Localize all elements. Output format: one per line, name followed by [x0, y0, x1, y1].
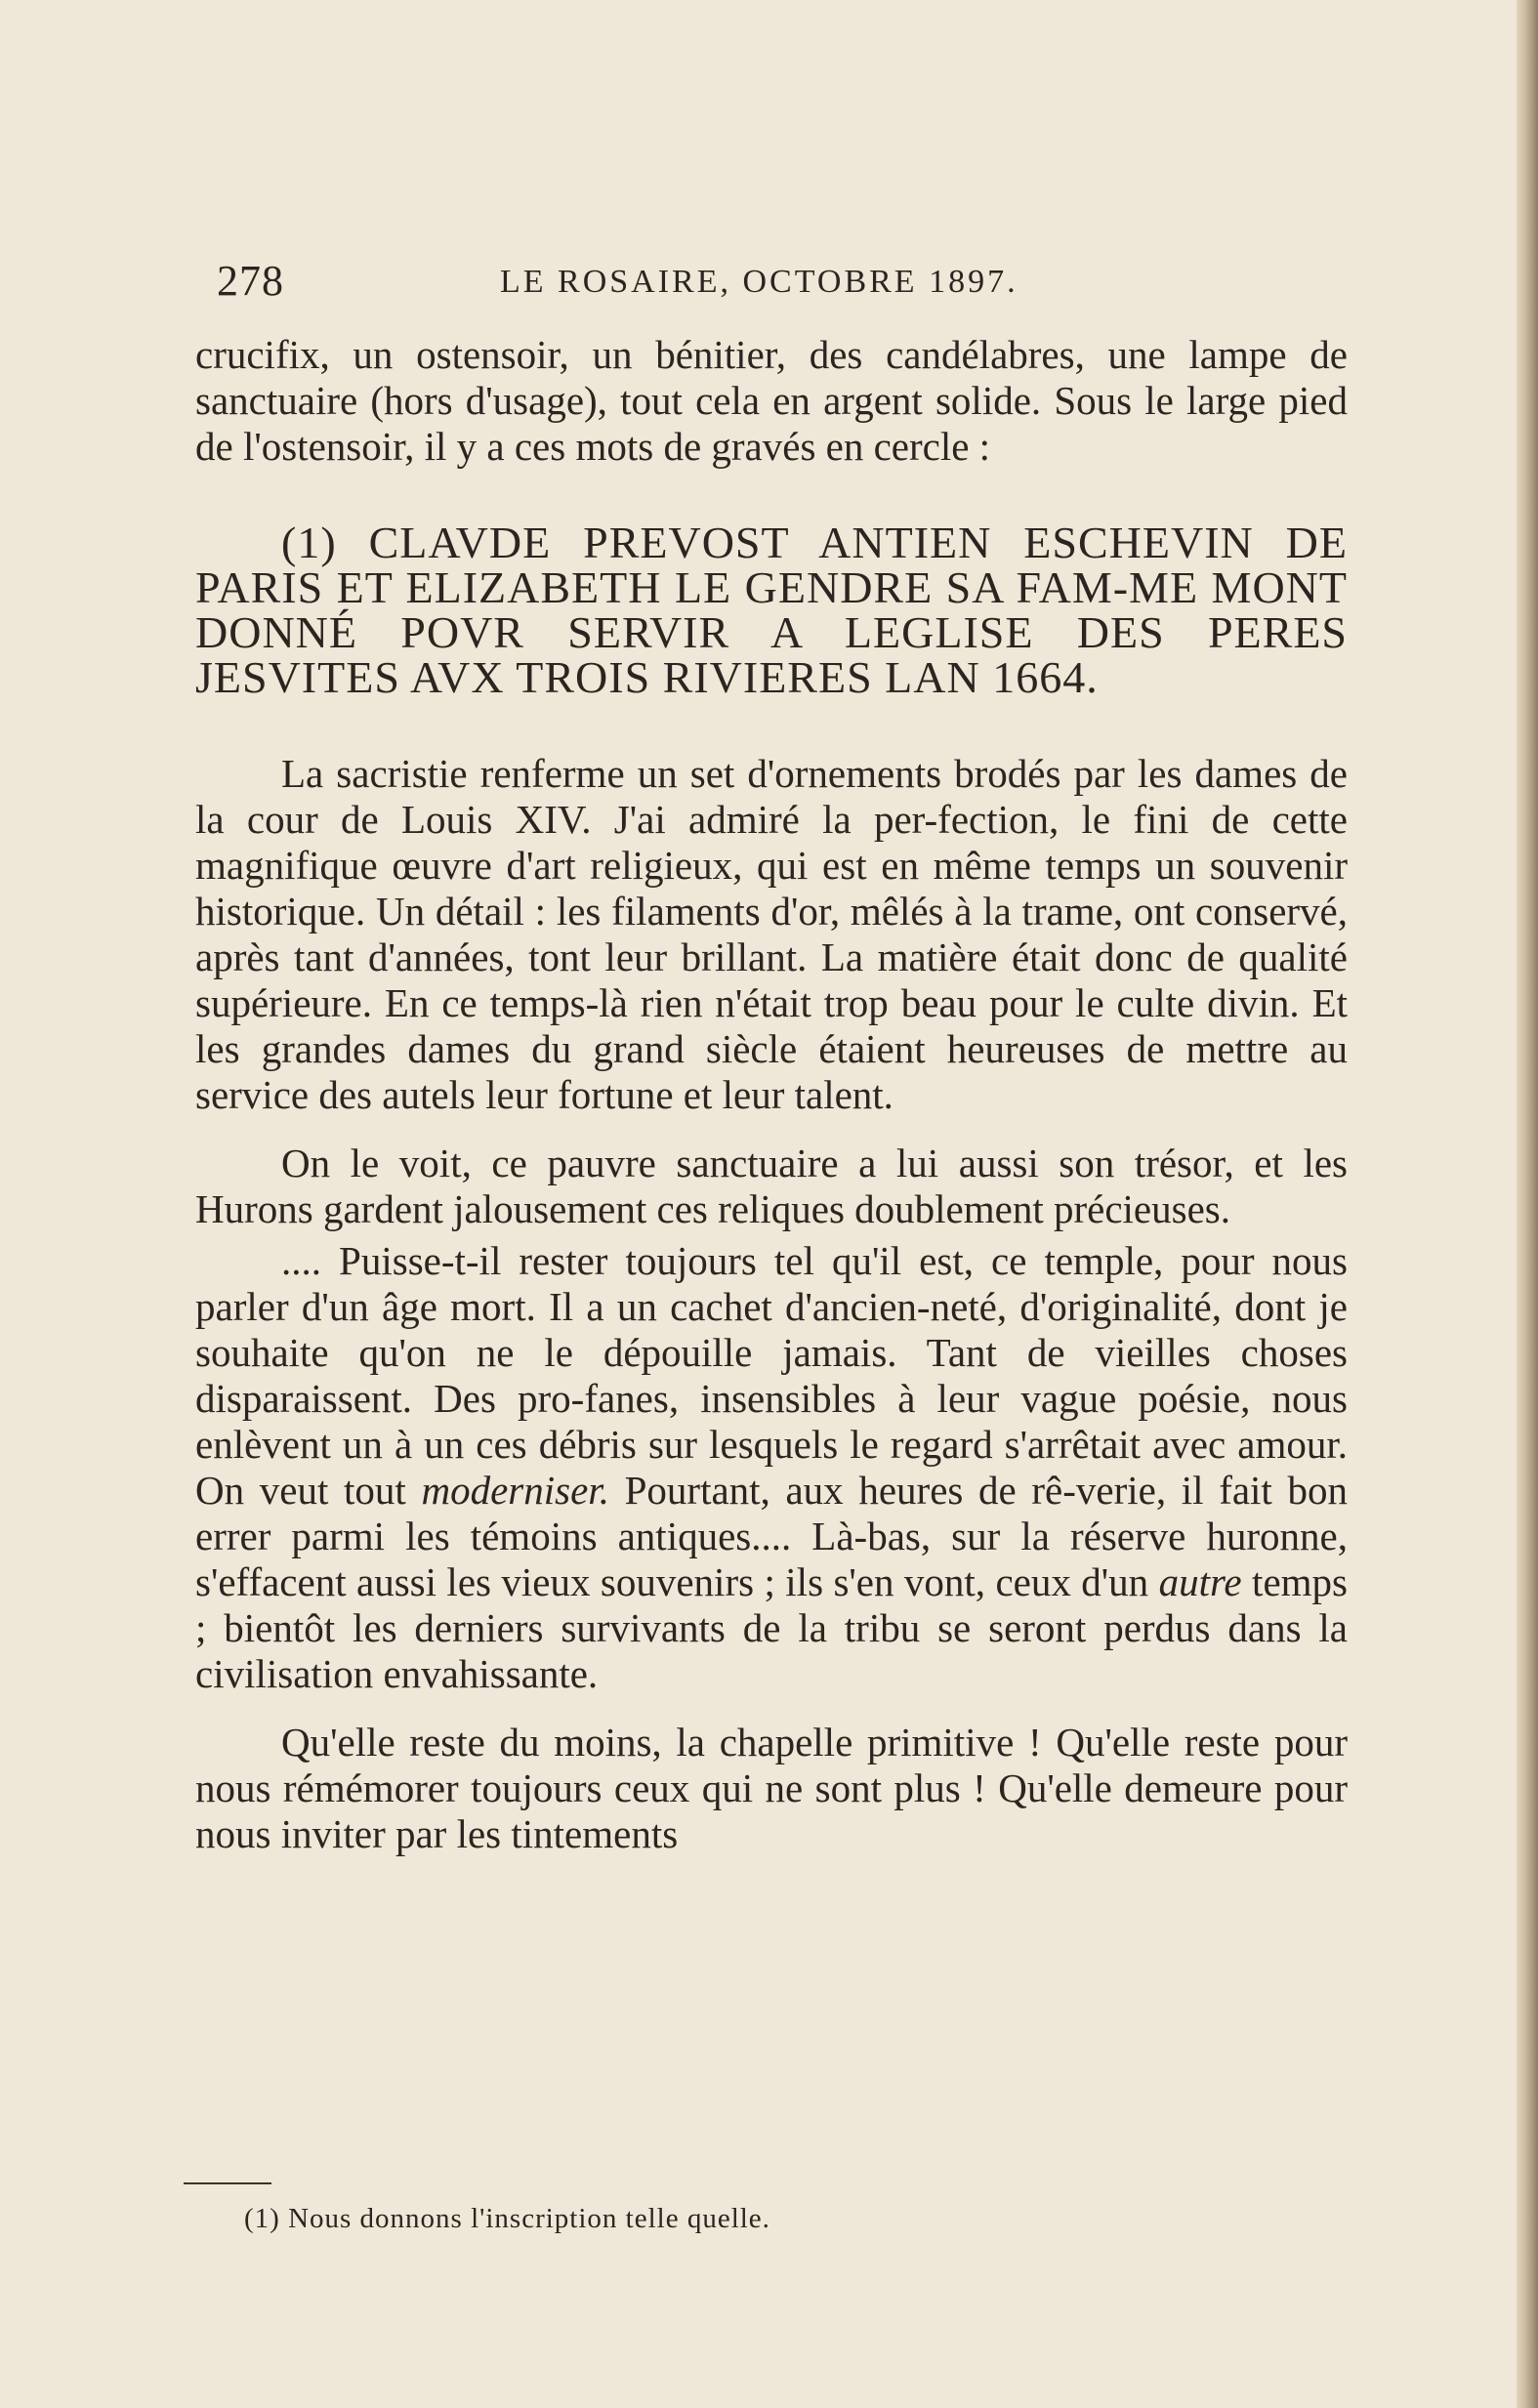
- page-header: [217, 256, 1350, 314]
- paragraph-5: Qu'elle reste du moins, la chapelle primitive ! Qu'elle reste pour nous rémémorer toujours ceux qui ne sont plus ! Qu'elle demeure pour nous inviter par les tintements: [195, 1720, 1348, 1856]
- emphasis-autre: autre: [1158, 1559, 1242, 1604]
- inscription: (1) CLAVDE PREVOST ANTIEN ESCHEVIN DE PARIS ET ELIZABETH LE GENDRE SA FAM-ME MONT DONNÉ POVR SERVIR A LEGLISE DES PERES JESVITES AVX TROIS RIVIERES LAN 1664.: [195, 518, 1348, 702]
- body-text: [195, 332, 1348, 1880]
- emphasis-moderniser: moderniser.: [421, 1468, 609, 1513]
- footnote-rule: [184, 2182, 271, 2184]
- running-head: LE ROSAIRE, OCTOBRE 1897.: [500, 264, 1018, 300]
- page-number: 278: [217, 257, 284, 305]
- paragraph-4: [195, 1238, 1348, 1697]
- footnote: (1) Nous donnons l'inscription telle quelle.: [244, 2203, 770, 2234]
- paragraph-4-part-a: .... Puisse-t-il rester toujours tel qu'il est, ce temple, pour nous parler d'un âge mort. Il a un cachet d'ancien-neté, d'originalité, dont je souhaite qu'on ne le dépouille jamais. Tant de vieilles choses disparaissent. Des pro-fanes, insensibles à leur vague poésie, nous enlèvent un à un ces débris sur lesquels le regard s'arrêtait avec amour. On veut tout: [195, 1238, 1348, 1513]
- paragraph-4-part-c: temps ; bientôt les derniers survivants de la tribu se seront perdus dans la civilisation envahissante.: [195, 1559, 1348, 1696]
- paragraph-2: La sacristie renferme un set d'ornements brodés par les dames de la cour de Louis XIV. J'ai admiré la per-fection, le fini de cette magnifique œuvre d'art religieux, qui est en même temps un souvenir historique. Un détail : les filaments d'or, mêlés à la trame, ont conservé, après tant d'années, tont leur brillant. La matière était donc de qualité supérieure. En ce temps-là rien n'était trop beau pour le culte divin. Et les grandes dames du grand siècle étaient heureuses de mettre au service des autels leur fortune et leur talent.: [195, 751, 1348, 1117]
- page-edge-shadow: [1517, 0, 1538, 2408]
- paragraph-3: On le voit, ce pauvre sanctuaire a lui aussi son trésor, et les Hurons gardent jalousement ces reliques doublement précieuses.: [195, 1141, 1348, 1231]
- paragraph-1: crucifix, un ostensoir, un bénitier, des candélabres, une lampe de sanctuaire (hors d'usage), tout cela en argent solide. Sous le large pied de l'ostensoir, il y a ces mots de gravés en cercle :: [195, 332, 1348, 469]
- paragraph-4-part-b: Pourtant, aux heures de rê-verie, il fait bon errer parmi les témoins antiques.... Là-bas, sur la réserve huronne, s'effacent aussi les vieux souvenirs ; ils s'en vont, ceux d'un: [195, 1468, 1348, 1604]
